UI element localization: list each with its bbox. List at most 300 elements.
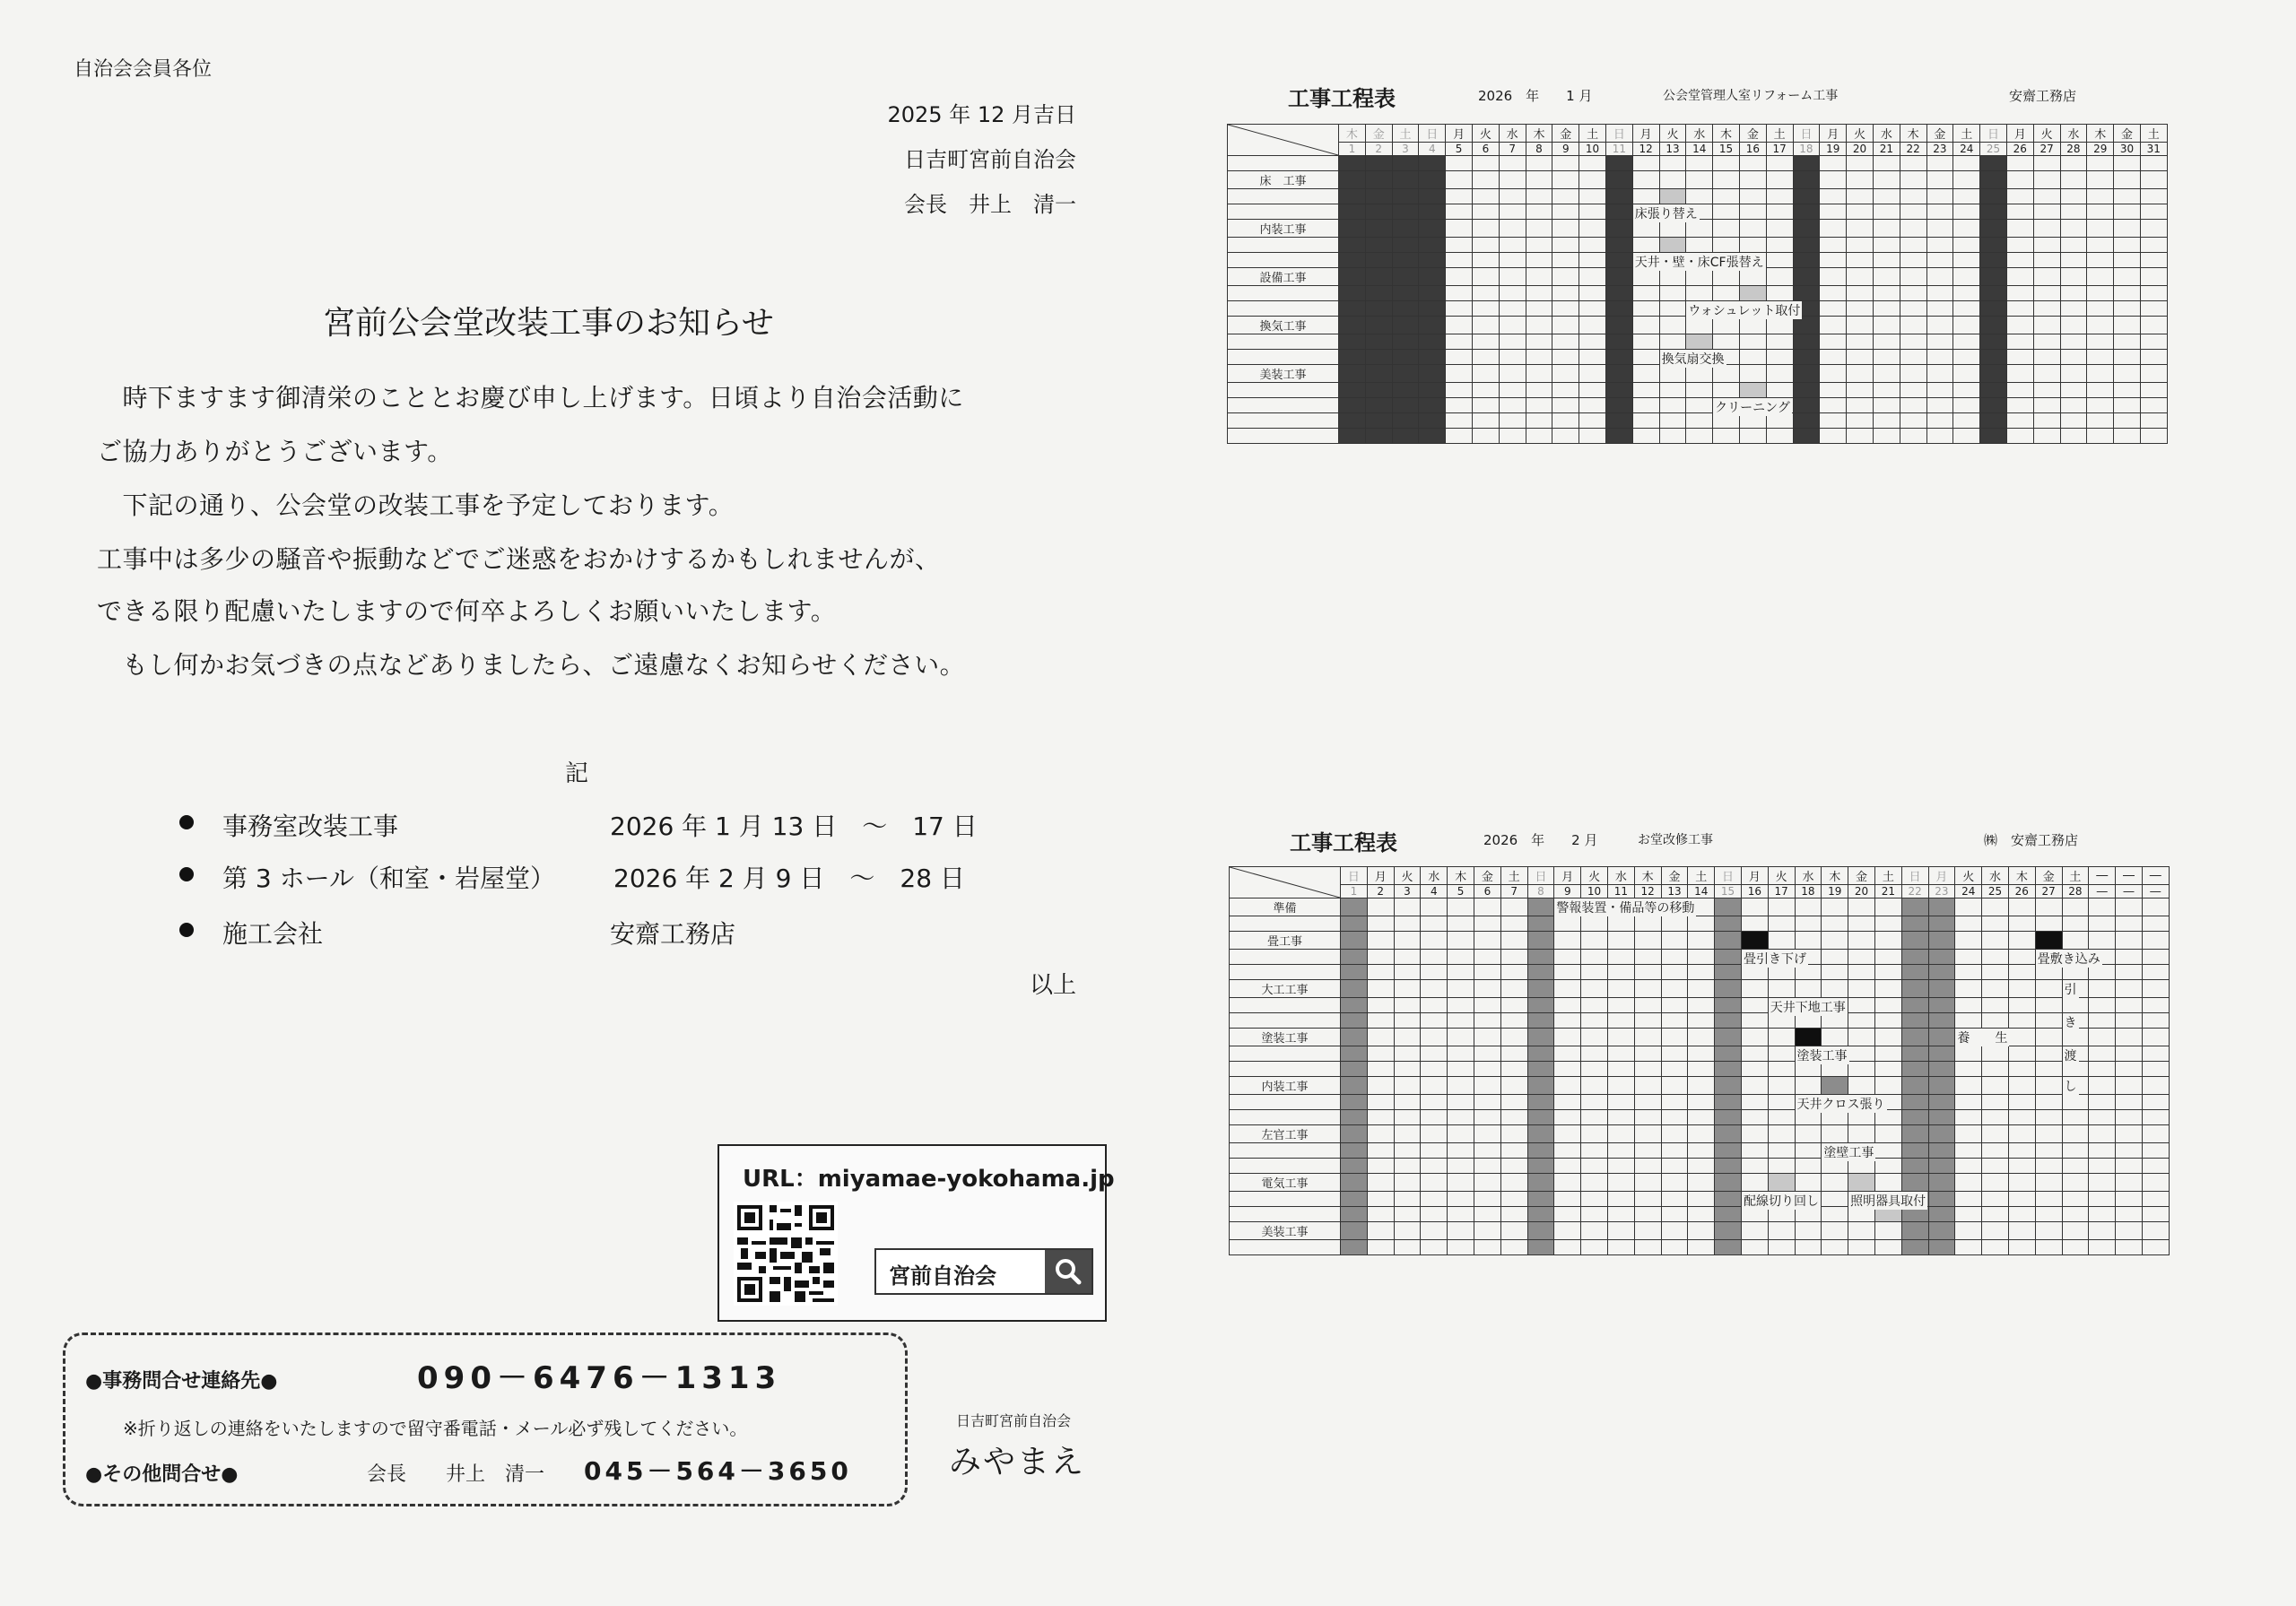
schedule-cell [1980, 268, 2007, 286]
schedule-cell [1474, 1192, 1500, 1207]
schedule-cell [1365, 238, 1392, 253]
schedule-cell [2142, 1095, 2169, 1110]
schedule-cell [1661, 1046, 1688, 1062]
schedule-cell [1499, 220, 1526, 238]
schedule-cell [1982, 1159, 2009, 1174]
schedule-cell [1367, 980, 1394, 998]
schedule-cell [1472, 268, 1499, 286]
schedule-cell [1793, 413, 1820, 429]
schedule-cell [1579, 334, 1606, 350]
schedule-cell [1926, 398, 1953, 413]
schedule-cell [1339, 350, 1366, 365]
schedule-cell [1688, 1222, 1715, 1240]
day-header: 17 [1768, 885, 1795, 898]
schedule-cell [1421, 998, 1448, 1013]
schedule-cell [1795, 1095, 1885, 1112]
schedule-cell [1848, 1013, 1875, 1029]
schedule-cell [2089, 1110, 2116, 1125]
schedule-cell [1394, 1222, 1421, 1240]
schedule-cell [1419, 383, 1446, 398]
schedule-cell [1873, 398, 1900, 413]
schedule-cell [1873, 204, 1900, 220]
schedule-cell [1632, 204, 1698, 221]
day-header: 30 [2114, 143, 2141, 156]
schedule-cell [1901, 965, 1928, 980]
schedule-cell [2008, 1222, 2035, 1240]
schedule-cell [1554, 1095, 1581, 1110]
weekday-header: 水 [1499, 125, 1526, 143]
schedule-cell [1632, 171, 1659, 189]
schedule-cell [1900, 156, 1926, 171]
schedule-cell [1421, 898, 1448, 916]
schedule-cell [1341, 932, 1368, 950]
schedule-cell [1953, 156, 1980, 171]
table-row [1230, 1029, 2170, 1046]
schedule-cell [2116, 1013, 2143, 1029]
schedule-cell [1365, 334, 1392, 350]
schedule-cell [1873, 189, 1900, 204]
day-header: 2 [1365, 143, 1392, 156]
weekday-header: 月 [1741, 867, 1768, 885]
schedule-cell [2114, 286, 2141, 301]
schedule-cell [1552, 383, 1579, 398]
schedule-cell [1448, 950, 1474, 965]
schedule-cell [1632, 253, 1764, 270]
schedule-cell [1365, 429, 1392, 444]
schedule-cell [2087, 317, 2114, 334]
schedule-cell [2087, 156, 2114, 171]
weekday-header: 金 [1661, 867, 1688, 885]
schedule-cell [1955, 1046, 1982, 1062]
day-header: 16 [1741, 885, 1768, 898]
other-phone[interactable]: 045－564－3650 [584, 1456, 852, 1486]
schedule-cell [1472, 317, 1499, 334]
schedule-cell [1472, 350, 1499, 365]
schedule-cell [2008, 1095, 2035, 1110]
schedule-cell [1982, 1062, 2009, 1077]
schedule-cell [1579, 253, 1606, 268]
schedule-cell [1634, 1143, 1661, 1159]
weekday-header: 日 [1980, 125, 2007, 143]
vertical-note-char: し [2063, 1077, 2079, 1095]
schedule-cell [1394, 1125, 1421, 1143]
schedule-cell [1822, 1077, 1848, 1095]
schedule-cell [1820, 383, 1847, 398]
schedule-cell [1715, 898, 1742, 916]
schedule-cell [1768, 1174, 1795, 1192]
schedule-cell [2008, 1013, 2035, 1029]
schedule-cell [2060, 156, 2087, 171]
schedule-cell [1607, 1095, 1634, 1110]
schedule-cell [2062, 1159, 2089, 1174]
schedule-cell [1688, 1192, 1715, 1207]
schedule-cell [2035, 1062, 2062, 1077]
schedule-cell [1607, 1143, 1634, 1159]
schedule-cell [1768, 932, 1795, 950]
schedule-cell [2060, 204, 2087, 220]
schedule-cell [1394, 980, 1421, 998]
day-header: 8 [1527, 885, 1554, 898]
schedule-cell [1820, 413, 1847, 429]
schedule-jan-project: 公会堂管理人室リフォーム工事 [1663, 89, 1839, 103]
schedule-cell [1768, 1222, 1795, 1240]
schedule-cell [2035, 898, 2062, 916]
table-row [1228, 171, 2168, 189]
schedule-cell [2035, 980, 2062, 998]
schedule-cell [1581, 950, 1608, 965]
schedule-cell [1715, 1192, 1742, 1207]
schedule-cell [1554, 1077, 1581, 1095]
table-row [1230, 1240, 2170, 1255]
schedule-cell [1820, 204, 1847, 220]
schedule-cell [1715, 1159, 1742, 1174]
schedule-cell [1686, 286, 1713, 301]
schedule-cell [1339, 286, 1366, 301]
schedule-cell [1926, 238, 1953, 253]
annotation-label: 床張り替え [1633, 204, 1700, 222]
weekday-header: 木 [2087, 125, 2114, 143]
schedule-cell [1661, 1174, 1688, 1192]
schedule-cell [1713, 429, 1740, 444]
schedule-cell [1421, 1095, 1448, 1110]
schedule-cell [2060, 429, 2087, 444]
schedule-cell [1901, 1159, 1928, 1174]
schedule-cell [1926, 334, 1953, 350]
schedule-cell [1605, 286, 1632, 301]
schedule-cell [1928, 965, 1955, 980]
schedule-cell [1367, 1174, 1394, 1192]
schedule-feb-project: お堂改修工事 [1638, 833, 1713, 847]
schedule-cell [1926, 171, 1953, 189]
schedule-cell [1579, 301, 1606, 317]
schedule-cell [1367, 898, 1394, 916]
schedule-cell [1900, 383, 1926, 398]
day-header: 11 [1605, 143, 1632, 156]
schedule-cell [1766, 334, 1793, 350]
schedule-cell [1953, 238, 1980, 253]
schedule-cell [1448, 980, 1474, 998]
schedule-cell [1982, 1095, 2009, 1110]
schedule-cell [1741, 980, 1768, 998]
schedule-cell [1339, 171, 1366, 189]
office-phone[interactable]: 090－6476－1313 [417, 1360, 782, 1396]
schedule-cell [1822, 1192, 1848, 1207]
schedule-cell [1605, 334, 1632, 350]
schedule-cell [2142, 1192, 2169, 1207]
schedule-cell [1341, 1240, 1368, 1255]
schedule-cell [2008, 1240, 2035, 1255]
schedule-cell [1980, 220, 2007, 238]
schedule-cell [1955, 1159, 1982, 1174]
schedule-cell [1688, 1174, 1715, 1192]
table-row [1230, 1222, 2170, 1240]
schedule-cell [1474, 965, 1500, 980]
schedule-cell [1527, 1110, 1554, 1125]
schedule-cell [1820, 220, 1847, 238]
schedule-cell [2033, 334, 2060, 350]
schedule-cell [2060, 238, 2087, 253]
schedule-cell [1955, 1207, 1982, 1222]
schedule-cell [1953, 301, 1980, 317]
schedule-cell [2087, 413, 2114, 429]
schedule-cell [1472, 301, 1499, 317]
schedule-cell [1605, 204, 1632, 220]
schedule-cell [1900, 171, 1926, 189]
schedule-cell [1500, 932, 1527, 950]
schedule-cell [2114, 413, 2141, 429]
schedule-cell [2140, 204, 2167, 220]
category-label: 塗装工事 [1230, 1029, 1341, 1046]
schedule-cell [1419, 286, 1446, 301]
schedule-cell [2142, 1159, 2169, 1174]
schedule-cell [1634, 980, 1661, 998]
schedule-cell [1472, 171, 1499, 189]
schedule-cell [1419, 365, 1446, 383]
letter-organization: 日吉町宮前自治会 [904, 147, 1076, 172]
contact-note: ※折り返しの連絡をいたしますので留守番電話・メール必ず残してください。 [123, 1418, 748, 1439]
schedule-cell [2089, 998, 2116, 1013]
schedule-cell [1499, 350, 1526, 365]
schedule-cell [1982, 1174, 2009, 1192]
schedule-cell [1446, 156, 1473, 171]
schedule-cell [1873, 365, 1900, 383]
schedule-cell [1900, 350, 1926, 365]
schedule-cell [1928, 1192, 1955, 1207]
schedule-cell [2142, 1143, 2169, 1159]
schedule-cell [2035, 1110, 2062, 1125]
schedule-cell [1820, 334, 1847, 350]
schedule-cell [1741, 1222, 1768, 1240]
schedule-cell [1367, 950, 1394, 965]
schedule-cell [1500, 1192, 1527, 1207]
schedule-cell [1579, 156, 1606, 171]
schedule-cell [1394, 1013, 1421, 1029]
schedule-cell [1554, 1159, 1581, 1174]
addressee: 自治会会員各位 [74, 58, 213, 81]
schedule-cell [1341, 1174, 1368, 1192]
schedule-cell [1392, 189, 1419, 204]
schedule-cell [1795, 932, 1822, 950]
table-row [1230, 1095, 2170, 1110]
schedule-cell [2062, 898, 2089, 916]
schedule-cell [1499, 365, 1526, 383]
schedule-cell [1873, 383, 1900, 398]
search-box[interactable] [874, 1248, 1093, 1295]
schedule-cell [1901, 898, 1928, 916]
schedule-cell [1634, 1095, 1661, 1110]
magnifier-icon [1045, 1250, 1091, 1293]
schedule-cell [1848, 1062, 1875, 1077]
schedule-cell [1688, 1110, 1715, 1125]
annotation-label: 換気扇交換 [1660, 350, 1726, 368]
schedule-cell [2033, 189, 2060, 204]
schedule-cell [1634, 950, 1661, 965]
annotation-label: 配線切り回し [1742, 1192, 1821, 1210]
schedule-cell [1500, 998, 1527, 1013]
schedule-cell [1367, 1077, 1394, 1095]
schedule-cell [1847, 253, 1874, 268]
category-label: 内装工事 [1230, 1077, 1341, 1095]
schedule-cell [1446, 268, 1473, 286]
table-row [1230, 1062, 2170, 1077]
schedule-cell [1367, 1029, 1394, 1046]
schedule-cell [1953, 383, 1980, 398]
schedule-cell [2089, 1222, 2116, 1240]
schedule-cell [1713, 156, 1740, 171]
weekday-header: 火 [1581, 867, 1608, 885]
schedule-cell [1527, 1095, 1554, 1110]
schedule-cell [2140, 253, 2167, 268]
weekday-header: ― [2142, 867, 2169, 885]
schedule-cell [1874, 1222, 1901, 1240]
schedule-cell [1339, 365, 1366, 383]
schedule-cell [2008, 980, 2035, 998]
schedule-cell [1527, 1240, 1554, 1255]
day-header: 3 [1392, 143, 1419, 156]
schedule-cell [1341, 950, 1368, 965]
schedule-cell [1446, 365, 1473, 383]
day-header: 17 [1766, 143, 1793, 156]
table-row [1228, 286, 2168, 301]
schedule-cell [2089, 1125, 2116, 1143]
schedule-cell [1367, 1046, 1394, 1062]
schedule-cell [1686, 301, 1801, 318]
table-corner [1228, 125, 1339, 156]
schedule-cell [1766, 156, 1793, 171]
schedule-cell [1607, 965, 1634, 980]
url-box [718, 1144, 1115, 1322]
schedule-cell [1419, 189, 1446, 204]
schedule-cell [1527, 1077, 1554, 1095]
schedule-cell [2116, 1046, 2143, 1062]
schedule-cell [1607, 932, 1634, 950]
schedule-cell [1394, 1095, 1421, 1110]
schedule-cell [1659, 317, 1686, 334]
day-header: 9 [1554, 885, 1581, 898]
schedule-cell [1874, 1013, 1901, 1029]
weekday-header: 月 [1632, 125, 1659, 143]
schedule-cell [1661, 1222, 1688, 1240]
schedule-cell [1822, 1222, 1848, 1240]
schedule-cell [1874, 1143, 1901, 1159]
schedule-cell [1392, 286, 1419, 301]
url-link[interactable]: URL：miyamae-yokohama.jp [743, 1166, 1115, 1193]
weekday-header: ― [2116, 867, 2143, 885]
schedule-cell [1768, 1029, 1795, 1046]
schedule-cell [1392, 253, 1419, 268]
schedule-cell [1739, 189, 1766, 204]
schedule-cell [1686, 413, 1713, 429]
schedule-cell [1448, 1240, 1474, 1255]
schedule-cell [1634, 1174, 1661, 1192]
schedule-cell [1448, 998, 1474, 1013]
schedule-cell [2033, 286, 2060, 301]
schedule-cell [2142, 980, 2169, 998]
schedule-cell [1820, 301, 1847, 317]
schedule-cell [1982, 1143, 2009, 1159]
schedule-cell [2089, 1013, 2116, 1029]
table-row [1228, 189, 2168, 204]
ki-heading: 記 [565, 760, 589, 787]
schedule-cell [1474, 1095, 1500, 1110]
schedule-feb-month: 2026 年 2 月 [1483, 832, 1598, 848]
schedule-cell [1552, 398, 1579, 413]
schedule-cell [2062, 1240, 2089, 1255]
weekday-header: 日 [1419, 125, 1446, 143]
schedule-cell [1341, 1159, 1368, 1174]
schedule-jan-title: 工事工程表 [1288, 86, 1396, 111]
schedule-cell [1526, 350, 1552, 365]
schedule-cell [2062, 1192, 2089, 1207]
schedule-cell [1795, 916, 1822, 932]
schedule-cell [1365, 301, 1392, 317]
schedule-cell [1982, 980, 2009, 998]
schedule-cell [1607, 1013, 1634, 1029]
schedule-cell [1659, 301, 1686, 317]
schedule-cell [1605, 350, 1632, 365]
schedule-cell [1953, 220, 1980, 238]
schedule-cell [1848, 916, 1875, 932]
schedule-cell [1661, 1192, 1688, 1207]
schedule-cell [1659, 286, 1686, 301]
schedule-cell [1527, 1046, 1554, 1062]
schedule-cell [1392, 171, 1419, 189]
schedule-cell [1793, 334, 1820, 350]
weekday-header: 木 [2008, 867, 2035, 885]
schedule-cell [1607, 1077, 1634, 1095]
schedule-cell [1847, 413, 1874, 429]
schedule-cell [1741, 1240, 1768, 1255]
schedule-cell [1632, 317, 1659, 334]
schedule-cell [1632, 189, 1659, 204]
day-header: 22 [1900, 143, 1926, 156]
schedule-cell [1686, 189, 1713, 204]
schedule-cell [1632, 238, 1659, 253]
schedule-cell [1472, 365, 1499, 383]
schedule-cell [1607, 1062, 1634, 1077]
day-header: 9 [1552, 143, 1579, 156]
schedule-cell [1874, 950, 1901, 965]
schedule-cell [1341, 898, 1368, 916]
category-cell [1230, 1013, 1341, 1029]
schedule-cell [1715, 1110, 1742, 1125]
schedule-cell [1901, 916, 1928, 932]
schedule-cell [1367, 1159, 1394, 1174]
schedule-cell [1527, 1125, 1554, 1143]
schedule-cell [1500, 1240, 1527, 1255]
schedule-cell [1715, 1029, 1742, 1046]
category-label: 美装工事 [1230, 1222, 1341, 1240]
day-header: 5 [1448, 885, 1474, 898]
schedule-cell [1980, 383, 2007, 398]
schedule-cell [1955, 950, 1982, 965]
schedule-cell [1739, 156, 1766, 171]
annotation-label: 天井・壁・床CF張替え [1633, 253, 1766, 271]
schedule-cell [2116, 1077, 2143, 1095]
annotation-label: 照明器具取付 [1848, 1192, 1927, 1210]
schedule-cell [1900, 317, 1926, 334]
schedule-cell [1848, 980, 1875, 998]
schedule-cell [1926, 189, 1953, 204]
weekday-header: 金 [1474, 867, 1500, 885]
schedule-cell [2142, 1110, 2169, 1125]
schedule-cell [1901, 1046, 1928, 1062]
schedule-cell [1713, 189, 1740, 204]
search-button[interactable] [1045, 1250, 1091, 1293]
weekday-header: 水 [2060, 125, 2087, 143]
search-label: 宮前自治会 [889, 1263, 996, 1289]
schedule-cell [2140, 317, 2167, 334]
